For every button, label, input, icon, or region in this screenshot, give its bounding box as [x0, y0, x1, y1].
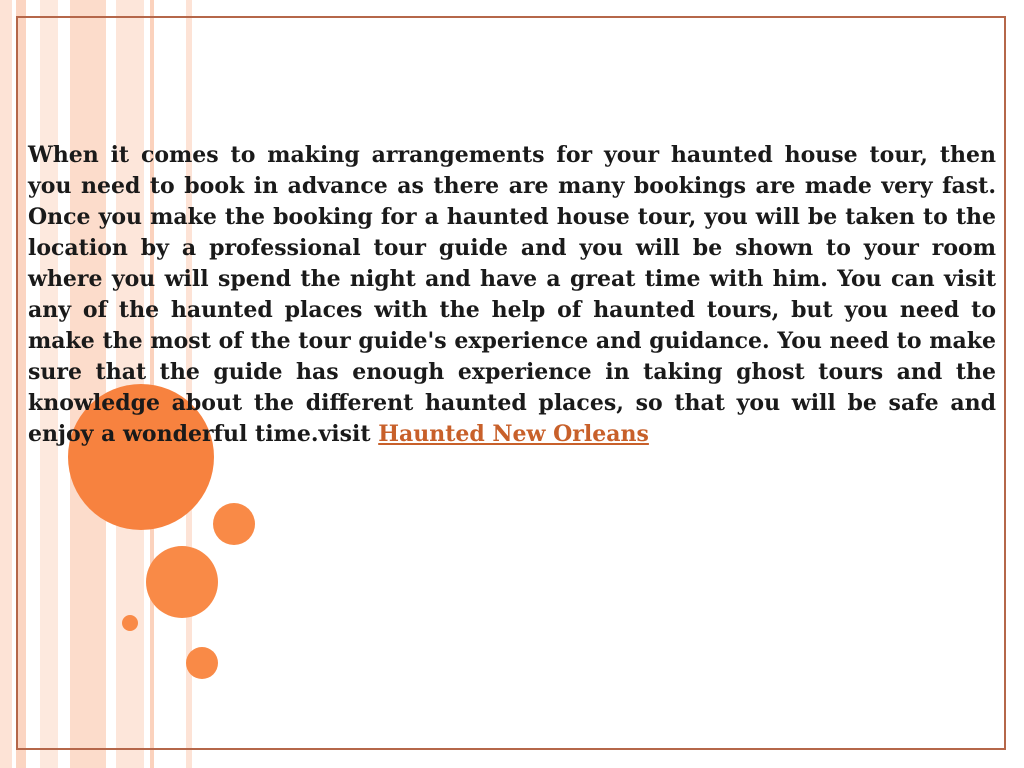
decorative-circle-small	[122, 615, 138, 631]
paragraph-text: When it comes to making arrangements for your haunted house tour, then you need to book in advance as there are many bookings are made very fast. Once you make the booking for a haunted house tour, you will be taken to the location by a professional tour guide and you will be shown to your room where you will spend the night and have a great time with him. You can visit any of the haunted places with the help of haunted tours, but you need to make the most of the tour guide's experience and guidance. You need to make sure that the guide has enough experience in taking ghost tours and the knowledge about the different haunted places, so that you will be safe and enjoy a wonderful time.visit	[28, 142, 996, 447]
decorative-circle	[213, 503, 255, 545]
decorative-stripe	[0, 0, 12, 768]
haunted-new-orleans-link[interactable]: Haunted New Orleans	[378, 421, 649, 447]
decorative-circle	[146, 546, 218, 618]
body-paragraph	[28, 140, 996, 450]
decorative-circle	[186, 647, 218, 679]
